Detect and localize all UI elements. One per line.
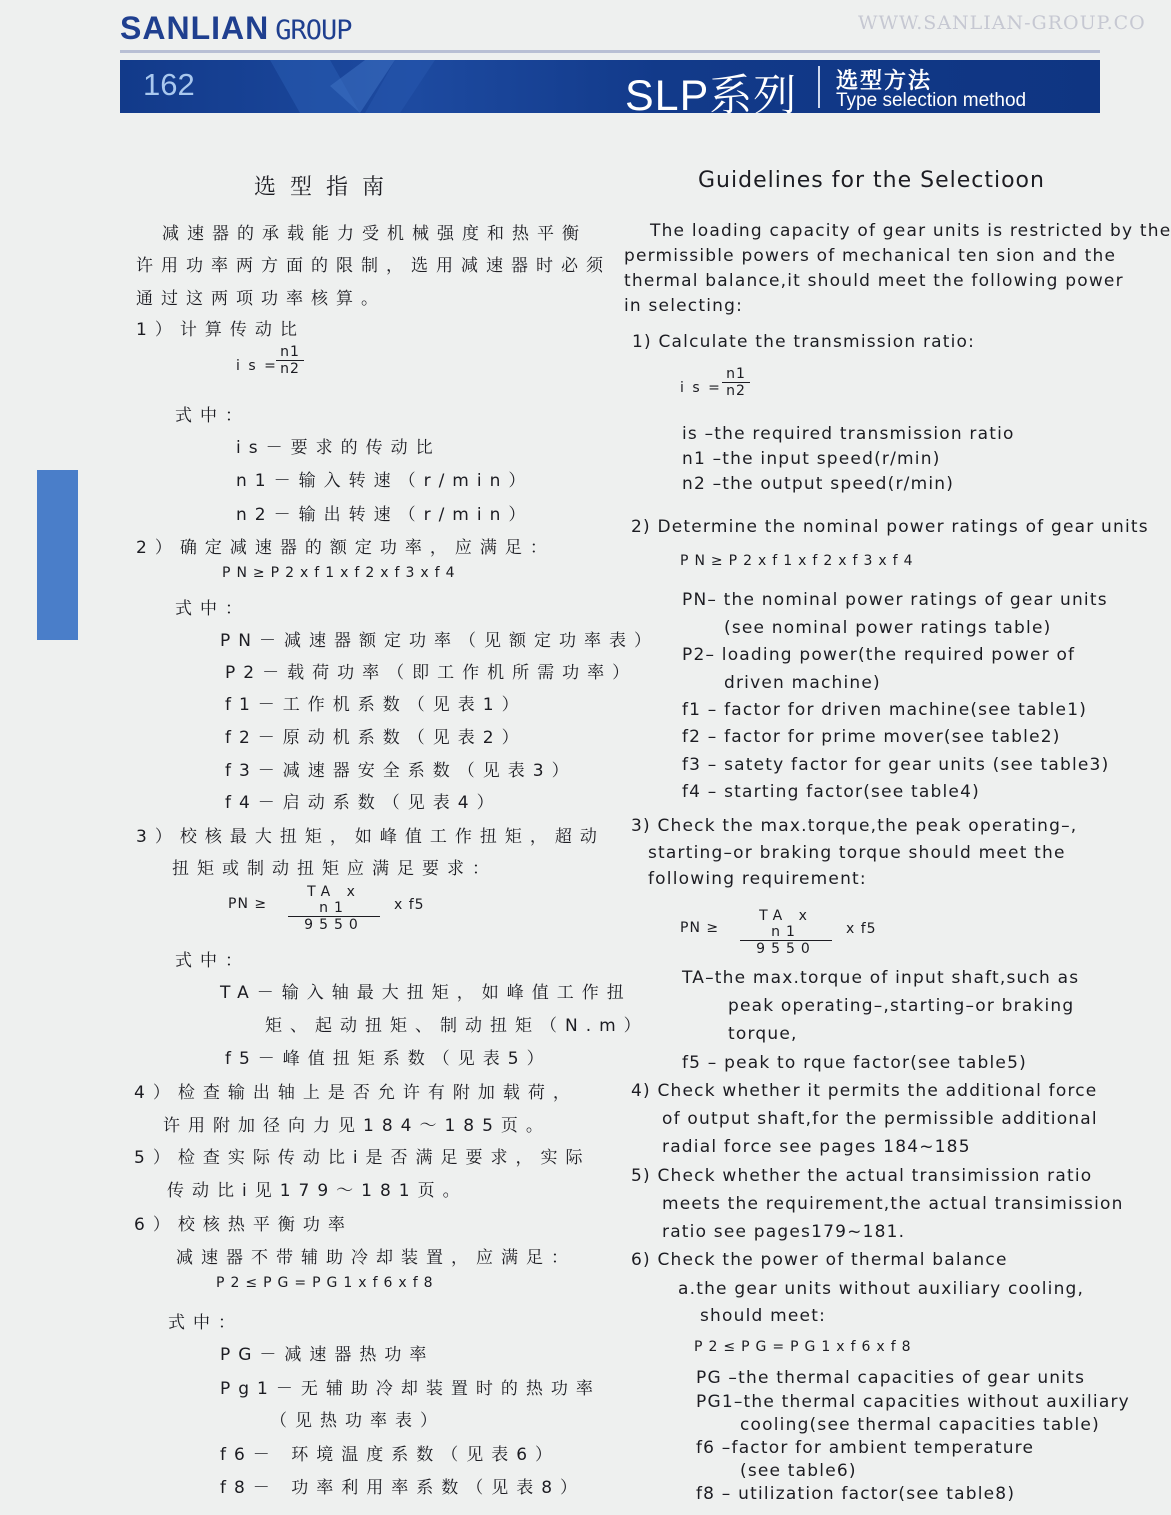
section-title-zh: 选型方法	[836, 69, 933, 94]
en-def: PN– the nominal power ratings of gear units	[682, 590, 1108, 610]
zh-torque-fraction	[288, 884, 380, 933]
zh-step-5: 5）检查实际传动比i是否满足要求，实际	[134, 1148, 591, 1168]
en-thermal-formula: P2≤PG=PG1xf6xf8	[694, 1339, 917, 1355]
en-step-5-cont: meets the requirement,the actual transimission	[662, 1194, 1124, 1214]
zh-def: Pg1－无辅助冷却装置时的热功率	[220, 1379, 601, 1399]
zh-def: f8－ 功率利用率系数（见表8）	[220, 1478, 586, 1498]
en-step-5-cont: ratio see pages179~181.	[662, 1222, 906, 1242]
en-ratio-den: n2	[722, 382, 750, 399]
zh-step-3-cont: 扭矩或制动扭矩应满足要求：	[172, 859, 497, 879]
zh-def: is－要求的传动比	[236, 438, 441, 458]
en-torque-num: TA x n1	[759, 908, 813, 940]
en-torque-lhs: PN ≥	[680, 920, 720, 936]
zh-ratio-den: n2	[276, 360, 304, 377]
en-def: PG1–the thermal capacities without auxiliary	[696, 1392, 1130, 1412]
en-ratio-num: n1	[726, 366, 746, 382]
en-def-cont: (see nominal power ratings table)	[724, 618, 1052, 638]
zh-ratio-num: n1	[280, 344, 300, 360]
en-ratio-lhs: i s =	[680, 380, 722, 396]
en-step-2: 2) Determine the nominal power ratings of gear units	[631, 517, 1149, 537]
zh-def: f5－峰值扭矩系数（见表5）	[225, 1049, 552, 1069]
en-def: n1 –the input speed(r/min)	[682, 449, 941, 469]
zh-def: f3－减速器安全系数（见表3）	[225, 761, 577, 781]
header-divider	[818, 66, 820, 108]
zh-step-4: 4）检查输出轴上是否允许有附加载荷，	[134, 1083, 578, 1103]
zh-thermal-formula: P2≤PG=PG1xf6xf8	[216, 1275, 439, 1291]
en-def: n2 –the output speed(r/min)	[682, 474, 955, 494]
brand-group: GROUP	[275, 15, 352, 46]
en-def: f3 – satety factor for gear units (see table3)	[682, 755, 1110, 775]
zh-torque-rhs: x f5	[394, 897, 425, 913]
en-torque-den: 9550	[740, 940, 832, 957]
zh-def-cont: （见热功率表）	[270, 1411, 445, 1431]
en-def: f6 –factor for ambient temperature	[696, 1438, 1035, 1458]
zh-step-4-cont: 许用附加径向力见184～185页。	[163, 1116, 551, 1136]
zh-step-3: 3）校核最大扭矩，如峰值工作扭矩，超动	[136, 827, 605, 847]
zh-step-6-a: 减速器不带辅助冷却装置，应满足：	[176, 1248, 576, 1268]
en-def: f4 – starting factor(see table4)	[682, 782, 980, 802]
band-chevron-decoration	[270, 60, 530, 113]
zh-def: n1－输入转速（r/min）	[236, 471, 534, 491]
header-rule	[120, 50, 1100, 53]
en-step-3-cont: following requirement:	[648, 869, 867, 889]
en-def-cont: cooling(see thermal capacities table)	[740, 1415, 1100, 1435]
zh-where: 式中：	[175, 599, 250, 619]
en-intro-line: thermal balance,it should meet the following power	[624, 271, 1124, 291]
zh-def-cont: 矩、起动扭矩、制动扭矩（N.m）	[265, 1016, 649, 1036]
en-def: f1 – factor for driven machine(see table1)	[682, 700, 1088, 720]
zh-def: n2－输出转速（r/min）	[236, 505, 534, 525]
zh-def: f4－启动系数（见表4）	[225, 793, 502, 813]
zh-def: f6－ 环境温度系数（见表6）	[220, 1445, 561, 1465]
zh-intro-line: 通过这两项功率核算。	[136, 289, 386, 309]
en-torque-rhs: x f5	[846, 921, 877, 937]
zh-torque-lhs: PN ≥	[228, 896, 268, 912]
en-step-4-cont: of output shaft,for the permissible additional	[662, 1109, 1098, 1129]
page-number: 162	[143, 67, 195, 102]
en-step-5: 5) Check whether the actual transimission ratio	[631, 1166, 1093, 1186]
en-step-1: 1) Calculate the transmission ratio:	[632, 332, 976, 352]
en-def: is –the required transmission ratio	[682, 424, 1015, 444]
en-power-formula: PN≥P2xf1xf2xf3xf4	[680, 553, 919, 569]
en-def: f2 – factor for prime mover(see table2)	[682, 727, 1061, 747]
en-step-4: 4) Check whether it permits the additional force	[631, 1081, 1098, 1101]
zh-title: 选型指南	[254, 175, 399, 200]
brand-main: SANLIAN	[120, 10, 270, 46]
zh-def: PN－减速器额定功率（见额定功率表）	[220, 631, 659, 651]
zh-step-6: 6）校核热平衡功率	[134, 1215, 353, 1235]
en-intro-line: in selecting:	[624, 296, 744, 316]
en-torque-fraction	[740, 908, 832, 957]
zh-torque-num: TA x n1	[307, 884, 361, 916]
zh-step-1: 1）计算传动比	[136, 320, 305, 340]
section-title-en: Type selection method	[836, 90, 1027, 111]
zh-where: 式中：	[168, 1313, 243, 1333]
zh-def: TA－输入轴最大扭矩，如峰值工作扭	[220, 983, 632, 1003]
sidebar-tab	[37, 470, 78, 640]
en-step-3-cont: starting–or braking torque should meet the	[648, 843, 1066, 863]
zh-ratio-lhs: i s =	[236, 358, 278, 374]
zh-def: P2－载荷功率（即工作机所需功率）	[225, 663, 638, 683]
zh-step-5-cont: 传动比i见179～181页。	[167, 1181, 468, 1201]
en-step-6-a-cont: should meet:	[700, 1306, 826, 1326]
en-intro-line: The loading capacity of gear units is restricted by the	[650, 221, 1171, 241]
en-ratio-fraction	[722, 366, 750, 399]
en-step-6: 6) Check the power of thermal balance	[631, 1250, 1008, 1270]
zh-def: f2－原动机系数（见表2）	[225, 728, 527, 748]
en-def: f5 – peak to rque factor(see table5)	[682, 1053, 1027, 1073]
zh-intro-line: 许用功率两方面的限制，选用减速器时必须	[136, 256, 611, 276]
en-def-cont: driven machine)	[724, 673, 881, 693]
website-url: WWW.SANLIAN-GROUP.CO	[858, 12, 1146, 34]
brand-logo	[120, 10, 352, 47]
zh-power-formula: PN≥P2xf1xf2xf3xf4	[222, 565, 461, 581]
series-title: SLP系列	[625, 72, 798, 120]
en-def: PG –the thermal capacities of gear units	[696, 1368, 1086, 1388]
en-intro-line: permissible powers of mechanical ten sion and the	[624, 246, 1117, 266]
en-step-4-cont: radial force see pages 184~185	[662, 1137, 971, 1157]
en-step-3: 3) Check the max.torque,the peak operating–,	[631, 816, 1078, 836]
zh-def: f1－工作机系数（见表1）	[225, 695, 527, 715]
en-def: P2– loading power(the required power of	[682, 645, 1076, 665]
zh-where: 式中：	[175, 406, 250, 426]
en-def: TA–the max.torque of input shaft,such as	[682, 968, 1080, 988]
en-def-cont: peak operating–,starting–or braking	[728, 996, 1075, 1016]
en-def-cont: torque,	[728, 1024, 798, 1044]
zh-def: PG－减速器热功率	[220, 1345, 435, 1365]
zh-torque-den: 9550	[288, 916, 380, 933]
en-def-cont: (see table6)	[740, 1461, 857, 1481]
zh-ratio-fraction	[276, 344, 304, 377]
zh-where: 式中：	[175, 951, 250, 971]
en-title: Guidelines for the Selectioon	[698, 168, 1045, 193]
en-step-6-a: a.the gear units without auxiliary cooling,	[678, 1279, 1085, 1299]
zh-step-2: 2）确定减速器的额定功率，应满足：	[136, 538, 555, 558]
en-def: f8 – utilization factor(see table8)	[696, 1484, 1016, 1504]
zh-intro-line: 减速器的承载能力受机械强度和热平衡	[162, 224, 587, 244]
